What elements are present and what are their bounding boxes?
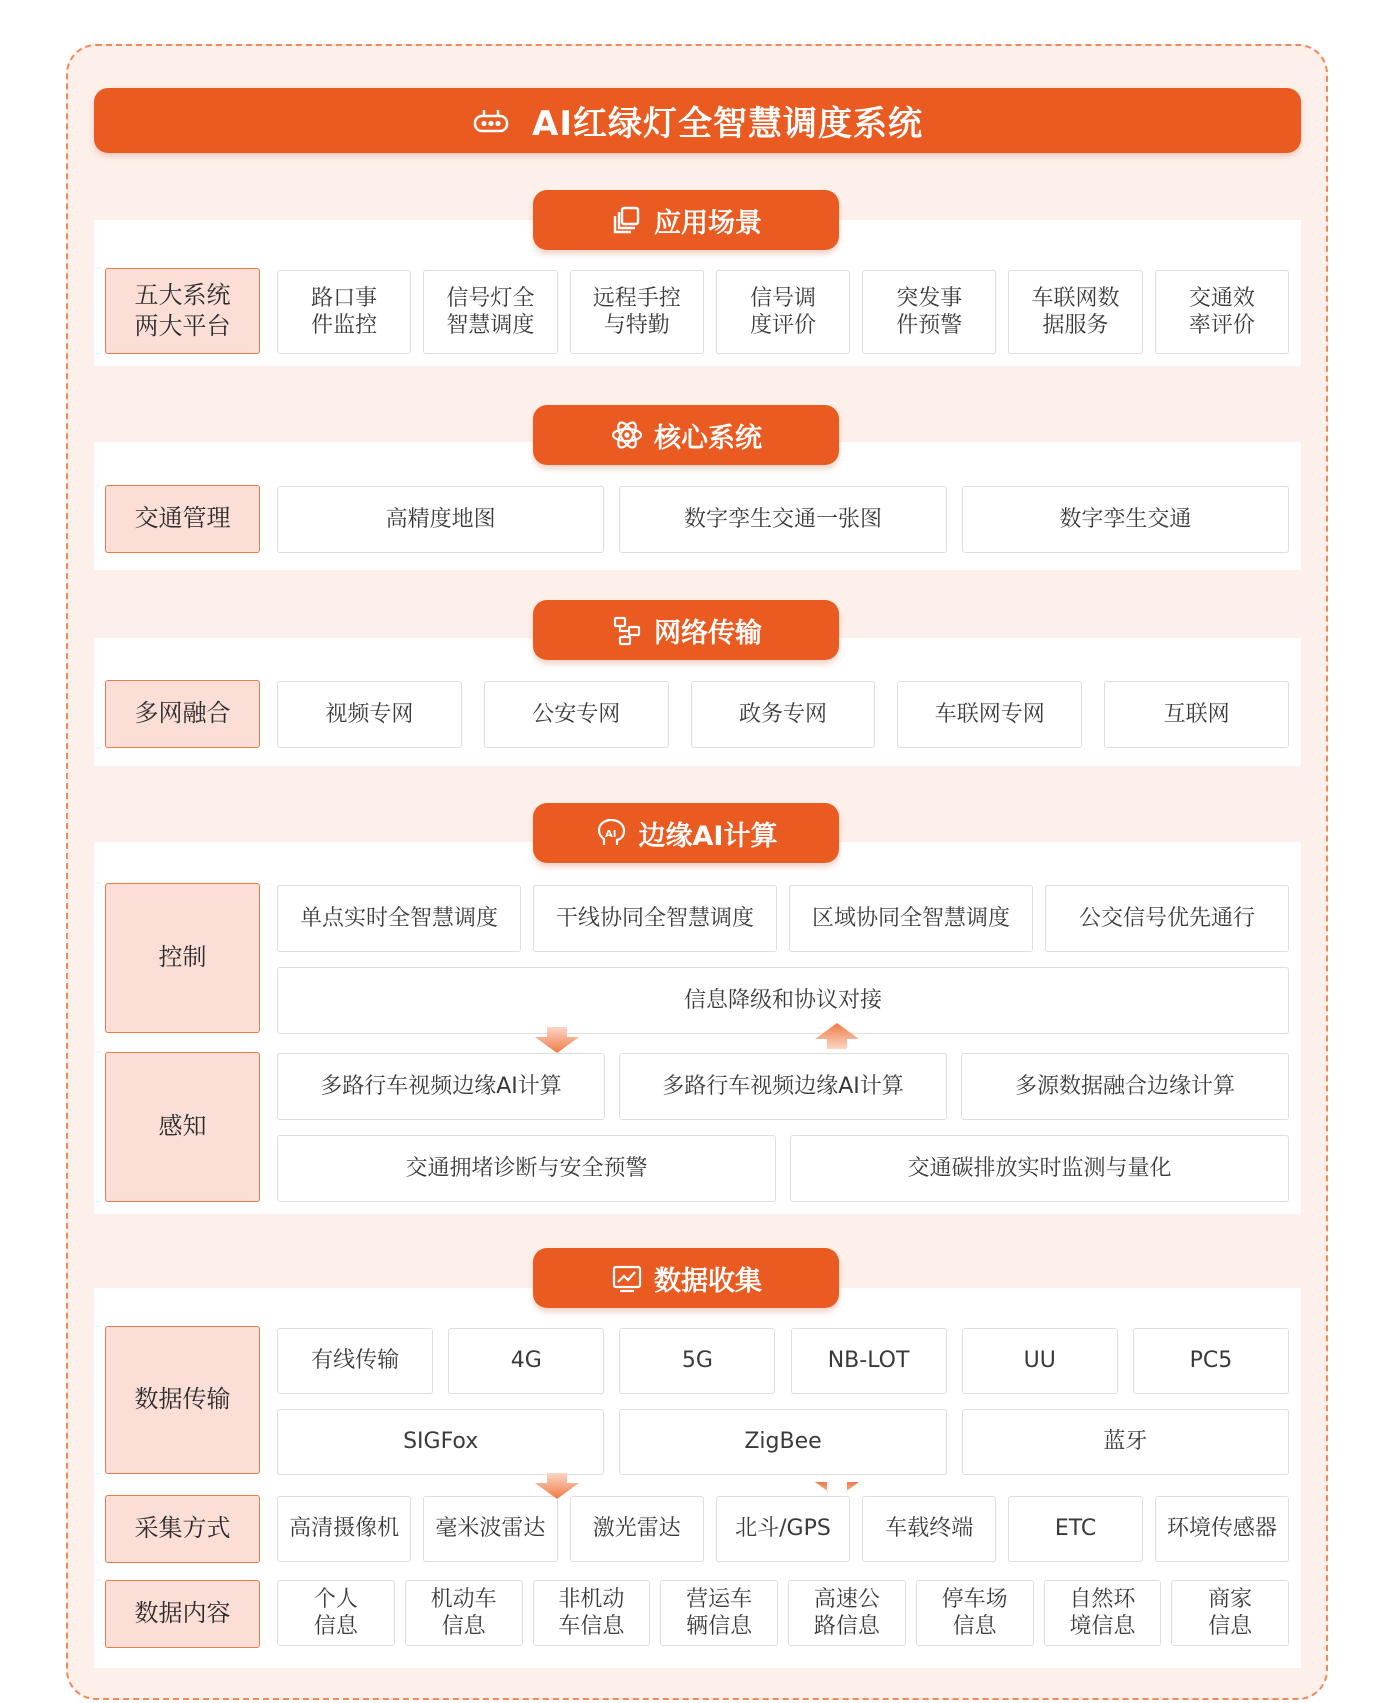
network-box	[691, 681, 876, 748]
arrow-up-icon	[815, 1023, 859, 1049]
transfer-box	[448, 1328, 604, 1394]
network-box-text: 视频专网	[325, 701, 414, 727]
method-box-text: 毫米波雷达	[435, 1516, 546, 1542]
core-system-box-text: 数字孪生交通	[1059, 506, 1192, 532]
section-badge-app	[533, 190, 839, 250]
row-label-text: 多网融合	[134, 699, 231, 728]
row-label-text: 交通管理	[134, 504, 231, 533]
method-box-text: 高清摄像机	[289, 1516, 400, 1542]
transfer-box	[277, 1409, 604, 1475]
svg-text:AI: AI	[604, 829, 616, 840]
section-badge-data	[533, 1248, 839, 1308]
section-badge-edge	[533, 803, 839, 863]
transfer-box-text: NB-LOT	[827, 1348, 910, 1374]
perception-box	[277, 1053, 605, 1120]
method-box	[570, 1496, 704, 1562]
section-title-edge: 边缘AI计算	[638, 820, 778, 852]
content-box-text: 高速公 路信息	[813, 1586, 880, 1639]
scenario-box	[862, 270, 996, 354]
section-badge-network	[533, 600, 839, 660]
control-box	[789, 885, 1033, 952]
row-label-core	[105, 485, 260, 553]
core-system-box-text: 高精度地图	[385, 506, 496, 532]
row-label-content	[105, 1580, 260, 1648]
transfer-box	[619, 1409, 946, 1475]
scenario-box	[716, 270, 850, 354]
method-box	[862, 1496, 996, 1562]
arrow-up-icon	[815, 1466, 859, 1492]
arrow-down-icon	[535, 1473, 579, 1499]
row-label-network	[105, 680, 260, 748]
network-box	[1104, 681, 1289, 748]
method-box-text: 环境传感器	[1166, 1516, 1277, 1542]
scenario-box-text: 突发事 件预警	[896, 285, 963, 338]
content-box-text: 非机动 车信息	[558, 1586, 625, 1639]
content-box	[916, 1580, 1034, 1646]
scenario-box-text: 信号灯全 智慧调度	[446, 285, 535, 338]
perception-box	[619, 1053, 947, 1120]
network-box-text: 互联网	[1163, 701, 1230, 727]
row-label-text: 采集方式	[134, 1514, 231, 1543]
scenario-box-text: 车联网数 据服务	[1031, 285, 1120, 338]
network-box	[277, 681, 462, 748]
method-box	[716, 1496, 850, 1562]
transfer-box-text: UU	[1023, 1348, 1056, 1374]
scenario-box	[570, 270, 704, 354]
transfer-box-text: 有线传输	[311, 1348, 400, 1374]
row-label-control	[105, 883, 260, 1033]
transfer-box-text: ZigBee	[744, 1429, 822, 1455]
core-system-box-text: 数字孪生交通一张图	[683, 506, 882, 532]
row-label-text: 控制	[158, 943, 207, 972]
perception-box-text: 交通碳排放实时监测与量化	[907, 1155, 1172, 1181]
core-system-box	[277, 486, 604, 553]
transfer-box	[791, 1328, 947, 1394]
method-box-text: 激光雷达	[592, 1516, 681, 1542]
control-box-text: 区域协同全智慧调度	[811, 905, 1010, 931]
page-title: AI红绿灯全智慧调度系统	[532, 104, 923, 144]
perception-box	[277, 1135, 776, 1202]
perception-box	[961, 1053, 1289, 1120]
method-box	[423, 1496, 557, 1562]
section-title-data: 数据收集	[654, 1265, 762, 1297]
perception-box-text: 交通拥堵诊断与安全预警	[405, 1155, 648, 1181]
control-box-text: 干线协同全智慧调度	[555, 905, 754, 931]
network-box-text: 政务专网	[738, 701, 827, 727]
section-title-network: 网络传输	[654, 617, 762, 649]
scenario-box-text: 交通效 率评价	[1188, 285, 1255, 338]
content-box	[1171, 1580, 1289, 1646]
chart-monitor-icon	[610, 1261, 644, 1295]
content-box-text: 个人 信息	[313, 1586, 358, 1639]
network-icon	[610, 613, 644, 647]
row-label-app	[105, 268, 260, 354]
perception-box	[790, 1135, 1289, 1202]
control-box-text: 公交信号优先通行	[1078, 905, 1255, 931]
method-box	[277, 1496, 411, 1562]
content-box-text: 营运车 辆信息	[686, 1586, 753, 1639]
method-box-text: 北斗/GPS	[735, 1516, 831, 1542]
content-box-text: 自然环 境信息	[1069, 1586, 1136, 1639]
transfer-box	[1133, 1328, 1289, 1394]
network-box-text: 车联网专网	[934, 701, 1045, 727]
content-box	[660, 1580, 778, 1646]
content-box	[788, 1580, 906, 1646]
row-label-text: 感知	[158, 1112, 207, 1141]
control-box-text: 单点实时全智慧调度	[299, 905, 498, 931]
transfer-box	[619, 1328, 775, 1394]
control-box	[277, 885, 521, 952]
section-title-core: 核心系统	[654, 422, 762, 454]
transfer-box	[277, 1328, 433, 1394]
row-label-text: 五大系统 两大平台	[134, 280, 231, 340]
perception-box-text: 多路行车视频边缘AI计算	[320, 1073, 562, 1099]
section-title-app: 应用场景	[654, 207, 762, 239]
arrow-down-icon	[535, 1027, 579, 1053]
row-label-text: 数据传输	[134, 1385, 231, 1414]
transfer-box	[962, 1328, 1118, 1394]
scenario-box	[1155, 270, 1289, 354]
method-box-text: ETC	[1054, 1516, 1097, 1542]
perception-box-text: 多源数据融合边缘计算	[1014, 1073, 1235, 1099]
transfer-box-text: 蓝牙	[1103, 1429, 1148, 1455]
network-box	[484, 681, 669, 748]
section-badge-core	[533, 405, 839, 465]
method-box	[1008, 1496, 1142, 1562]
perception-box-text: 多路行车视频边缘AI计算	[662, 1073, 904, 1099]
row-label-transfer	[105, 1326, 260, 1474]
row-label-text: 数据内容	[134, 1599, 231, 1628]
scenario-box-text: 路口事 件监控	[311, 285, 378, 338]
method-box-text: 车载终端	[885, 1516, 974, 1542]
control-box	[533, 885, 777, 952]
scenario-box	[277, 270, 411, 354]
core-system-box	[619, 486, 946, 553]
network-box-text: 公安专网	[532, 701, 621, 727]
content-box	[1044, 1580, 1162, 1646]
transfer-box-text: 5G	[681, 1348, 713, 1374]
transfer-box-text: PC5	[1189, 1348, 1233, 1374]
transfer-box-text: SIGFox	[403, 1429, 479, 1455]
content-box-text: 停车场 信息	[941, 1586, 1008, 1639]
content-box	[277, 1580, 395, 1646]
interface-box	[277, 967, 1289, 1034]
layers-icon	[610, 203, 644, 237]
control-box	[1045, 885, 1289, 952]
content-box	[533, 1580, 651, 1646]
scenario-box-text: 信号调 度评价	[749, 285, 816, 338]
interface-box-text: 信息降级和协议对接	[683, 987, 882, 1013]
ai-head-icon	[595, 816, 629, 850]
content-box	[405, 1580, 523, 1646]
content-box-text: 机动车 信息	[430, 1586, 497, 1639]
atom-icon	[610, 418, 644, 452]
row-label-perception	[105, 1052, 260, 1202]
core-system-box	[962, 486, 1289, 553]
scenario-box-text: 远程手控 与特勤	[592, 285, 681, 338]
row-label-method	[105, 1495, 260, 1563]
network-box	[897, 681, 1082, 748]
transfer-box-text: 4G	[510, 1348, 542, 1374]
scenario-box	[1008, 270, 1142, 354]
scenario-box	[423, 270, 557, 354]
content-box-text: 商家 信息	[1208, 1586, 1253, 1639]
traffic-light-icon	[472, 108, 510, 134]
title-bar	[94, 88, 1301, 153]
transfer-box	[962, 1409, 1289, 1475]
method-box	[1155, 1496, 1289, 1562]
